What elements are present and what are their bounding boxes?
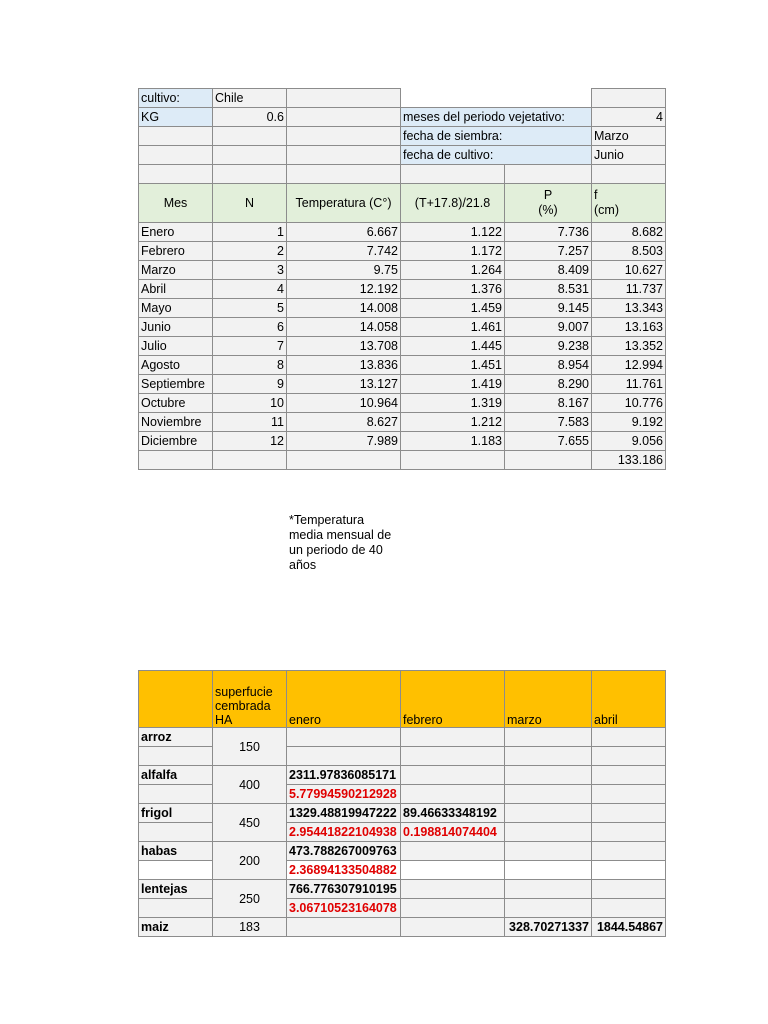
kg-value[interactable]: 0.6: [213, 108, 287, 127]
meses-value[interactable]: 4: [592, 108, 666, 127]
value-cell[interactable]: 8.167: [505, 394, 592, 413]
value-cell[interactable]: 13.127: [287, 375, 401, 394]
crop-value[interactable]: 328.70271337: [505, 918, 592, 937]
crops-header-febrero[interactable]: febrero: [401, 671, 505, 728]
siembra-value[interactable]: Marzo: [592, 127, 666, 146]
crop-ratio[interactable]: [505, 823, 592, 842]
value-cell[interactable]: 6: [213, 318, 287, 337]
kg-label[interactable]: KG: [139, 108, 213, 127]
info-row-cultivo-fecha: [139, 146, 666, 165]
cell-empty[interactable]: [213, 146, 287, 165]
value-cell[interactable]: 12.994: [592, 356, 666, 375]
crop-area[interactable]: 450: [213, 804, 287, 842]
crop-value[interactable]: 1844.54867: [592, 918, 666, 937]
cell-empty[interactable]: [213, 451, 287, 470]
value-cell[interactable]: 13.836: [287, 356, 401, 375]
value-cell[interactable]: 8.954: [505, 356, 592, 375]
value-cell[interactable]: 1.264: [401, 261, 505, 280]
value-cell[interactable]: 9.75: [287, 261, 401, 280]
crop-ratio[interactable]: 3.06710523164078: [287, 899, 401, 918]
crop-name[interactable]: frigol: [139, 804, 213, 823]
header-f[interactable]: f (cm): [592, 184, 666, 223]
monthly-data-table: [138, 88, 666, 470]
cell-empty[interactable]: [139, 785, 213, 804]
crop-value[interactable]: [287, 918, 401, 937]
month-cell[interactable]: Agosto: [139, 356, 213, 375]
cell-empty[interactable]: [505, 89, 592, 108]
cell-empty[interactable]: [139, 899, 213, 918]
value-cell[interactable]: 9.238: [505, 337, 592, 356]
crop-value[interactable]: [592, 728, 666, 747]
cultivo-value[interactable]: Chile: [213, 89, 287, 108]
monthly-rows: [139, 223, 666, 451]
value-cell[interactable]: 8.531: [505, 280, 592, 299]
crop-ratio[interactable]: [401, 899, 505, 918]
cell-empty[interactable]: [505, 451, 592, 470]
header-n[interactable]: N: [213, 184, 287, 223]
value-cell[interactable]: 1.376: [401, 280, 505, 299]
crop-value[interactable]: 89.46633348192: [401, 804, 505, 823]
value-cell[interactable]: 9.145: [505, 299, 592, 318]
crop-ratio[interactable]: [401, 785, 505, 804]
total-row: [139, 451, 666, 470]
crop-value[interactable]: 766.776307910195: [287, 880, 401, 899]
cell-empty[interactable]: [401, 451, 505, 470]
crop-row: [139, 842, 666, 861]
cultivo-fecha-label[interactable]: fecha de cultivo:: [401, 146, 592, 165]
value-cell[interactable]: 1: [213, 223, 287, 242]
crops-header-area[interactable]: superfucie cembrada HA: [213, 671, 287, 728]
cell-empty[interactable]: [139, 747, 213, 766]
crop-ratio[interactable]: [401, 861, 505, 880]
value-cell[interactable]: 11: [213, 413, 287, 432]
crops-header-blank[interactable]: [139, 671, 213, 728]
crop-ratio[interactable]: 5.77994590212928: [287, 785, 401, 804]
crop-value[interactable]: [401, 766, 505, 785]
table-row: [139, 394, 666, 413]
crop-area[interactable]: 200: [213, 842, 287, 880]
value-cell[interactable]: 1.172: [401, 242, 505, 261]
cell-empty[interactable]: [287, 127, 401, 146]
crop-area[interactable]: 183: [213, 918, 287, 937]
value-cell[interactable]: 5: [213, 299, 287, 318]
cell-empty[interactable]: [287, 108, 401, 127]
crop-value[interactable]: [505, 804, 592, 823]
value-cell[interactable]: 7.655: [505, 432, 592, 451]
header-temperatura[interactable]: Temperatura (C°): [287, 184, 401, 223]
crop-ratio[interactable]: 2.36894133504882: [287, 861, 401, 880]
cell-empty[interactable]: [592, 165, 666, 184]
value-cell[interactable]: 1.319: [401, 394, 505, 413]
value-cell[interactable]: 13.163: [592, 318, 666, 337]
value-cell[interactable]: 10.964: [287, 394, 401, 413]
meses-label[interactable]: meses del periodo vejetativo:: [401, 108, 592, 127]
value-cell[interactable]: 1.419: [401, 375, 505, 394]
crop-name[interactable]: maiz: [139, 918, 213, 937]
crops-header-enero[interactable]: enero: [287, 671, 401, 728]
value-cell[interactable]: 1.459: [401, 299, 505, 318]
crop-area[interactable]: 150: [213, 728, 287, 766]
crop-name[interactable]: lentejas: [139, 880, 213, 899]
crop-value[interactable]: 2311.97836085171: [287, 766, 401, 785]
header-row: [139, 184, 666, 223]
table-row: [139, 337, 666, 356]
value-cell[interactable]: 11.737: [592, 280, 666, 299]
value-cell[interactable]: 14.058: [287, 318, 401, 337]
crop-value[interactable]: 473.788267009763: [287, 842, 401, 861]
value-cell[interactable]: 7.583: [505, 413, 592, 432]
crop-value[interactable]: [592, 842, 666, 861]
cell-empty[interactable]: [213, 165, 287, 184]
month-cell[interactable]: Enero: [139, 223, 213, 242]
crop-ratio[interactable]: [592, 899, 666, 918]
crop-name[interactable]: alfalfa: [139, 766, 213, 785]
header-formula[interactable]: (T+17.8)/21.8: [401, 184, 505, 223]
table-row: [139, 413, 666, 432]
cell-empty[interactable]: [287, 89, 401, 108]
value-cell[interactable]: 12.192: [287, 280, 401, 299]
total-f[interactable]: 133.186: [592, 451, 666, 470]
value-cell[interactable]: 8.627: [287, 413, 401, 432]
crop-row: [139, 766, 666, 785]
value-cell[interactable]: 8.409: [505, 261, 592, 280]
crop-value[interactable]: 1329.48819947222: [287, 804, 401, 823]
crop-row: [139, 728, 666, 747]
crop-ratio[interactable]: [505, 785, 592, 804]
cell-empty[interactable]: [139, 451, 213, 470]
cell-empty[interactable]: [139, 127, 213, 146]
value-cell[interactable]: 8.682: [592, 223, 666, 242]
month-cell[interactable]: Julio: [139, 337, 213, 356]
crop-ratio[interactable]: [287, 747, 401, 766]
cell-empty[interactable]: [287, 146, 401, 165]
cell-empty[interactable]: [505, 165, 592, 184]
value-cell[interactable]: 12: [213, 432, 287, 451]
month-cell[interactable]: Mayo: [139, 299, 213, 318]
table-row: [139, 223, 666, 242]
crop-row: [139, 918, 666, 937]
info-row-cultivo: [139, 89, 666, 108]
info-row-kg: [139, 108, 666, 127]
cell-empty[interactable]: [592, 89, 666, 108]
crop-ratio[interactable]: [592, 861, 666, 880]
crop-ratio[interactable]: 0.198814074404: [401, 823, 505, 842]
table-row: [139, 242, 666, 261]
header-p[interactable]: P (%): [505, 184, 592, 223]
month-cell[interactable]: Febrero: [139, 242, 213, 261]
crop-ratio[interactable]: [505, 747, 592, 766]
siembra-label[interactable]: fecha de siembra:: [401, 127, 592, 146]
value-cell[interactable]: 8: [213, 356, 287, 375]
temperature-note: *Temperatura media mensual de un periodo de 40 años: [289, 513, 392, 572]
crop-area[interactable]: 250: [213, 880, 287, 918]
cell-empty[interactable]: [139, 823, 213, 842]
cultivo-label[interactable]: cultivo:: [139, 89, 213, 108]
crop-ratio[interactable]: [401, 747, 505, 766]
month-cell[interactable]: Diciembre: [139, 432, 213, 451]
cell-empty[interactable]: [139, 165, 213, 184]
cell-empty[interactable]: [287, 451, 401, 470]
value-cell[interactable]: 8.503: [592, 242, 666, 261]
value-cell[interactable]: 9: [213, 375, 287, 394]
crop-value[interactable]: [401, 918, 505, 937]
value-cell[interactable]: 13.708: [287, 337, 401, 356]
cell-empty[interactable]: [139, 146, 213, 165]
table-row: [139, 318, 666, 337]
value-cell[interactable]: 7.742: [287, 242, 401, 261]
cultivo-fecha-value[interactable]: Junio: [592, 146, 666, 165]
table-row: [139, 261, 666, 280]
value-cell[interactable]: 1.183: [401, 432, 505, 451]
header-mes[interactable]: Mes: [139, 184, 213, 223]
crops-rows: [139, 728, 666, 937]
crop-ratio[interactable]: [592, 823, 666, 842]
value-cell[interactable]: 13.343: [592, 299, 666, 318]
value-cell[interactable]: 11.761: [592, 375, 666, 394]
month-cell[interactable]: Marzo: [139, 261, 213, 280]
value-cell[interactable]: 10.776: [592, 394, 666, 413]
value-cell[interactable]: 1.445: [401, 337, 505, 356]
crop-row: [139, 880, 666, 899]
spacer-row: [139, 165, 666, 184]
table-row: [139, 280, 666, 299]
value-cell[interactable]: 8.290: [505, 375, 592, 394]
crop-value[interactable]: [287, 728, 401, 747]
crop-name[interactable]: habas: [139, 842, 213, 861]
crop-ratio[interactable]: [505, 899, 592, 918]
value-cell[interactable]: 9.192: [592, 413, 666, 432]
value-cell[interactable]: 3: [213, 261, 287, 280]
value-cell[interactable]: 14.008: [287, 299, 401, 318]
month-cell[interactable]: Junio: [139, 318, 213, 337]
crop-ratio[interactable]: [592, 747, 666, 766]
crop-value[interactable]: [505, 842, 592, 861]
crop-value[interactable]: [592, 880, 666, 899]
crop-value[interactable]: [505, 728, 592, 747]
value-cell[interactable]: 1.122: [401, 223, 505, 242]
table-row: [139, 356, 666, 375]
info-row-siembra: [139, 127, 666, 146]
crop-value[interactable]: [592, 766, 666, 785]
value-cell[interactable]: 9.056: [592, 432, 666, 451]
crop-ratio[interactable]: [592, 785, 666, 804]
value-cell[interactable]: 10: [213, 394, 287, 413]
month-cell[interactable]: Noviembre: [139, 413, 213, 432]
month-cell[interactable]: Octubre: [139, 394, 213, 413]
crops-header-marzo[interactable]: marzo: [505, 671, 592, 728]
crop-area[interactable]: 400: [213, 766, 287, 804]
crop-value[interactable]: [592, 804, 666, 823]
cell-empty[interactable]: [401, 89, 505, 108]
value-cell[interactable]: 1.212: [401, 413, 505, 432]
crop-ratio[interactable]: [505, 861, 592, 880]
value-cell[interactable]: 1.451: [401, 356, 505, 375]
value-cell[interactable]: 7.736: [505, 223, 592, 242]
value-cell[interactable]: 4: [213, 280, 287, 299]
table-row: [139, 375, 666, 394]
crops-header-row: [139, 671, 666, 728]
crop-value[interactable]: [401, 842, 505, 861]
value-cell[interactable]: 13.352: [592, 337, 666, 356]
month-cell[interactable]: Abril: [139, 280, 213, 299]
value-cell[interactable]: 7.257: [505, 242, 592, 261]
crop-name[interactable]: arroz: [139, 728, 213, 747]
month-cell[interactable]: Septiembre: [139, 375, 213, 394]
crops-table: [138, 670, 666, 937]
value-cell[interactable]: 7: [213, 337, 287, 356]
table-row: [139, 299, 666, 318]
table-row: [139, 432, 666, 451]
value-cell[interactable]: 6.667: [287, 223, 401, 242]
crop-ratio[interactable]: 2.95441822104938: [287, 823, 401, 842]
value-cell[interactable]: 10.627: [592, 261, 666, 280]
value-cell[interactable]: 9.007: [505, 318, 592, 337]
value-cell[interactable]: 1.461: [401, 318, 505, 337]
crop-value[interactable]: [505, 880, 592, 899]
value-cell[interactable]: 2: [213, 242, 287, 261]
cell-empty[interactable]: [401, 165, 505, 184]
crop-value[interactable]: [401, 728, 505, 747]
crop-value[interactable]: [401, 880, 505, 899]
crop-row: [139, 804, 666, 823]
value-cell[interactable]: 7.989: [287, 432, 401, 451]
crop-value[interactable]: [505, 766, 592, 785]
cell-empty[interactable]: [287, 165, 401, 184]
cell-empty[interactable]: [139, 861, 213, 880]
crops-header-abril[interactable]: abril: [592, 671, 666, 728]
cell-empty[interactable]: [213, 127, 287, 146]
